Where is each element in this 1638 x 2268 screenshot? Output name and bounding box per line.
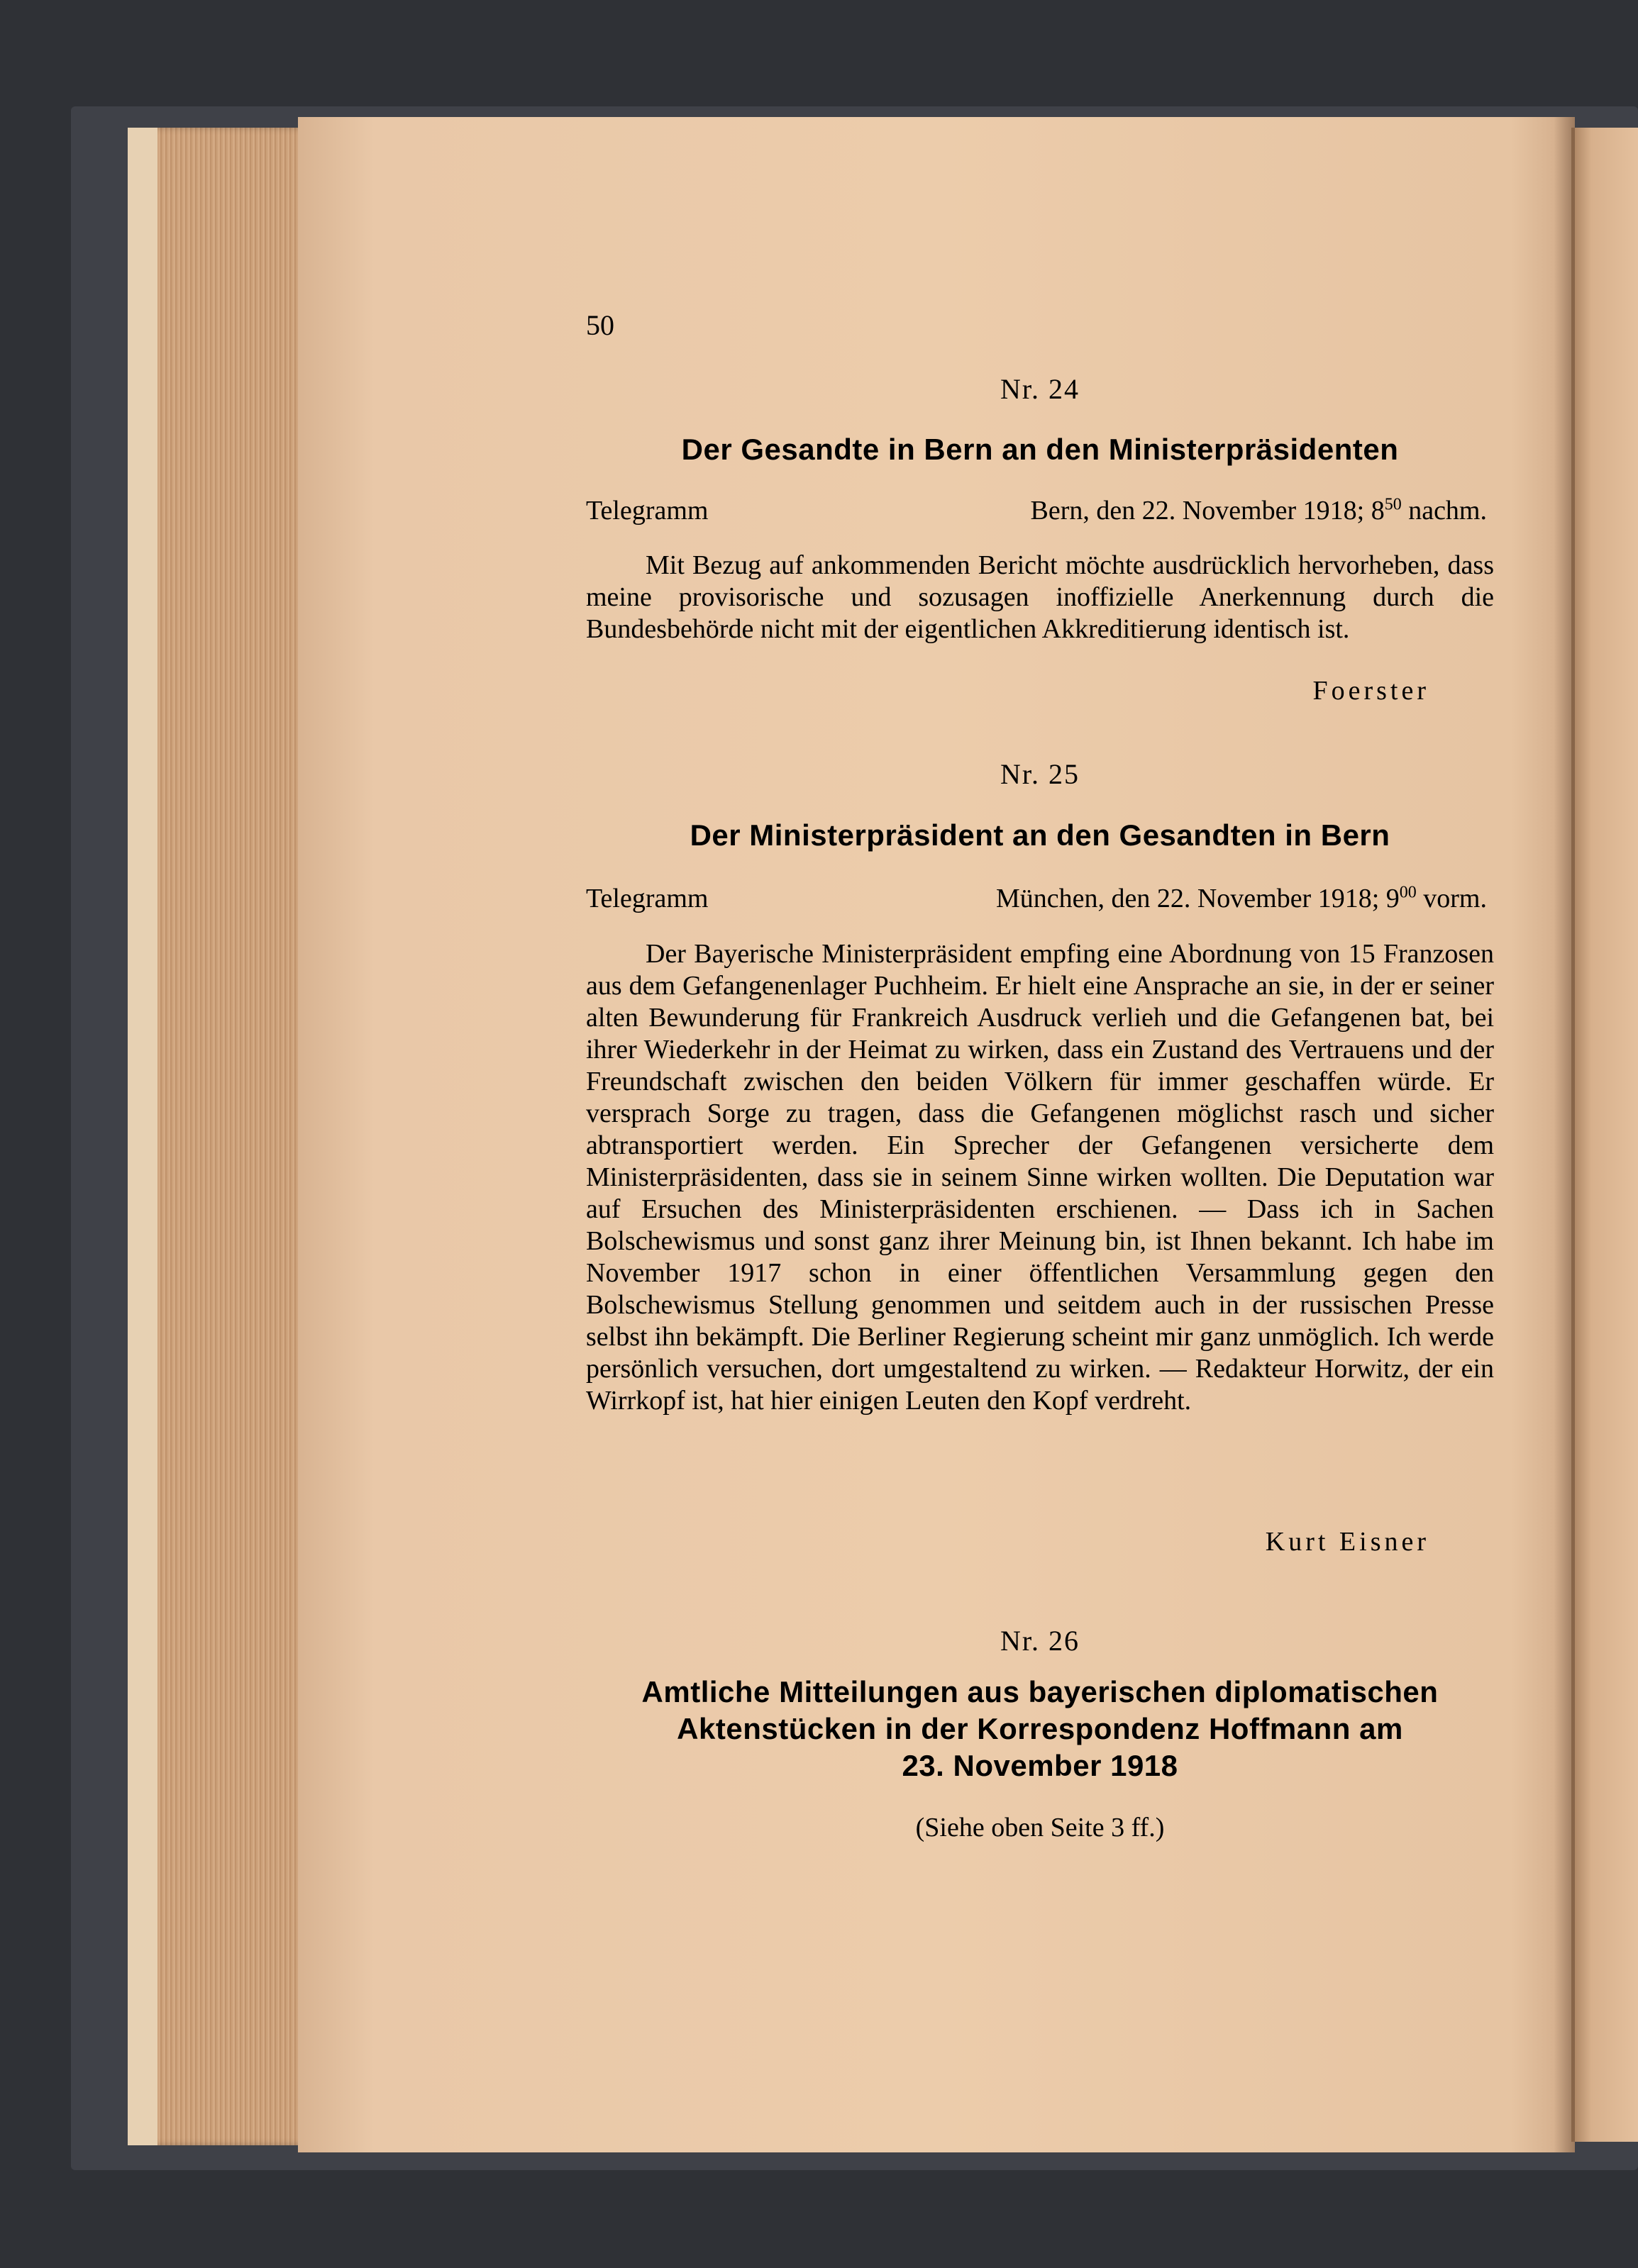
- document-body-25: Der Bayerische Ministerpräsident empfing eine Abordnung von 15 Franzosen aus dem Gefangenenlager Puchheim. Er hielt eine Ansprache an sie, in der er seiner alten Bewunderung für Frankreich Ausdruck verlieh und die Gefangenen bat, bei ihrer Wiederkehr in der Heimat zu wirken, dass ein Zustand des Vertrauens und der Freundschaft zwischen den beiden Völkern für immer geschaffen würde. Er versprach Sorge zu tragen, dass die Gefangenen möglichst rasch und sicher abtransportiert werden. Ein Sprecher der Gefangenen versicherte dem Ministerpräsidenten, dass sie in seinem Sinne wirken wollten. Die Deputation war auf Ersuchen des Ministerpräsidenten erschienen. — Dass ich in Sachen Bolschewismus und sonst ganz ihrer Meinung bin, ist Ihnen bekannt. Ich habe im November 1917 schon in einer öffentlichen Versammlung gegen den Bolschewismus Stellung genommen und seitdem auch in der russischen Presse selbst ihn bekämpft. Die Berliner Regierung scheint mir ganz unmöglich. Ich werde persönlich versuchen, dort umgestaltend zu wirken. — Redakteur Horwitz, der ein Wirrkopf ist, hat hier einigen Leuten den Kopf verdreht.: [586, 939, 1494, 1416]
- document-title-24: Der Gesandte in Bern an den Ministerpräsidenten: [681, 433, 1399, 466]
- document-number-24: Nr. 24: [1000, 373, 1080, 405]
- signature-25: Kurt Eisner: [1265, 1527, 1429, 1557]
- place-date-text: Bern, den 22. November 1918; 8: [1030, 496, 1385, 526]
- next-page-edge: [1571, 128, 1638, 2142]
- place-date: [708, 495, 1487, 526]
- page-edge: [128, 128, 157, 2145]
- document-body-24: Mit Bezug auf ankommenden Bericht möchte ausdrücklich hervorheben, dass meine provisorische und sozusagen inoffizielle Anerkennung durch die Bundesbehörde nicht mit der eigentlichen Akkreditierung identisch ist.: [586, 550, 1494, 644]
- time-suffix: vorm.: [1416, 884, 1487, 913]
- title-line: 23. November 1918: [902, 1749, 1178, 1782]
- title-line: Aktenstücken in der Korrespondenz Hoffmann am: [677, 1712, 1403, 1745]
- place-date-text: München, den 22. November 1918; 9: [995, 884, 1400, 913]
- document-title-25: Der Ministerpräsident an den Gesandten in Bern: [690, 818, 1390, 852]
- gutter-shadow: [1554, 117, 1575, 2152]
- document-meta-25: [586, 883, 1487, 914]
- signature-24: Foerster: [1312, 676, 1429, 706]
- document-number-25: Nr. 25: [1000, 758, 1080, 790]
- telegram-type: Telegramm: [586, 496, 709, 526]
- time-superscript: 00: [1399, 883, 1417, 902]
- time-suffix: nachm.: [1401, 496, 1487, 526]
- document-title-26: [586, 1674, 1494, 1784]
- telegram-type: Telegramm: [586, 884, 709, 913]
- title-line: Amtliche Mitteilungen aus bayerischen diplomatischen: [641, 1675, 1439, 1708]
- place-date: [708, 883, 1487, 914]
- time-superscript: 50: [1384, 495, 1402, 514]
- document-meta-24: [586, 495, 1487, 526]
- cross-reference-note: (Siehe oben Seite 3 ff.): [915, 1813, 1165, 1842]
- page-number: 50: [586, 309, 614, 341]
- document-number-26: Nr. 26: [1000, 1625, 1080, 1657]
